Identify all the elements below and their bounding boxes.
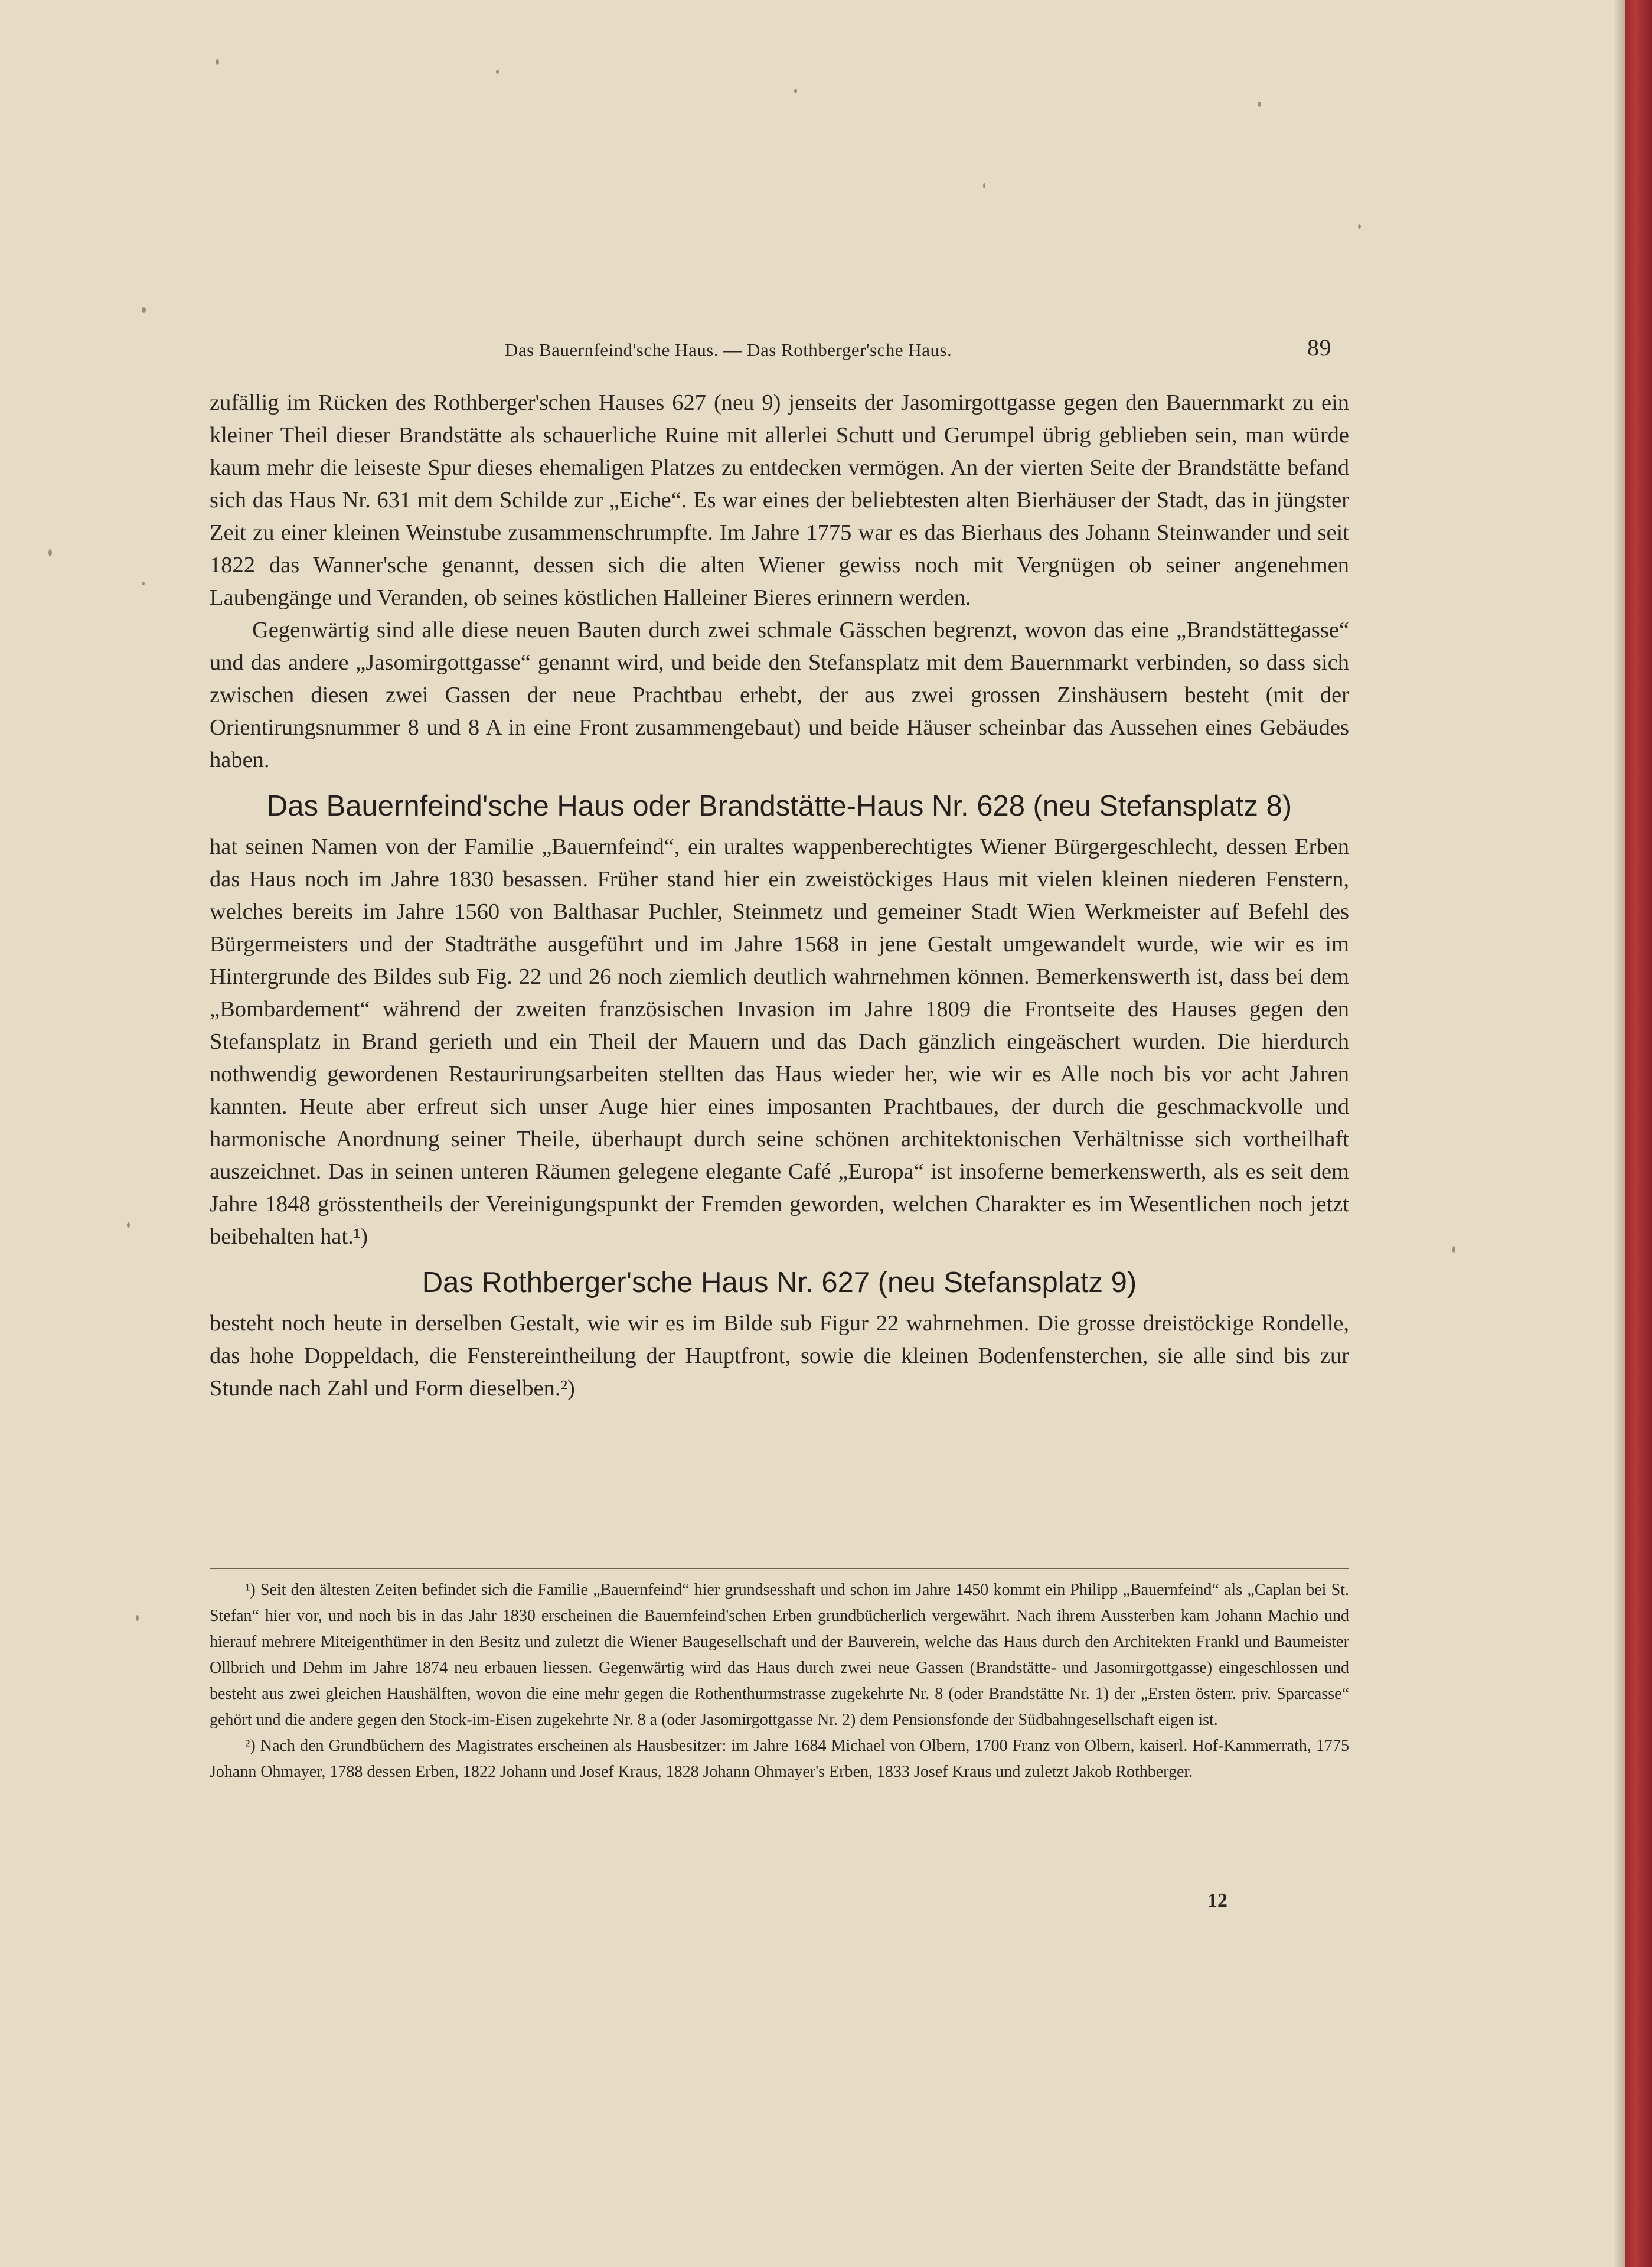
paper-speck	[142, 307, 146, 313]
footnotes	[210, 1568, 1349, 1785]
paper-speck	[48, 549, 52, 556]
signature-mark: 12	[1207, 1890, 1227, 1912]
paragraph-rothberger-haus: besteht noch heute in derselben Gestalt, wie wir es im Bilde sub Figur 22 wahrnehmen. Die grosse dreistöckige Rondelle, das hohe Doppeldach, die Fenstereintheilung der Hauptfront, sowie die kleinen Bodenfensterchen, sie alle sind bis zur Stunde nach Zahl und Form dieselben.²)	[210, 1311, 1349, 1401]
paper-speck	[216, 59, 219, 65]
paper-speck	[496, 70, 499, 74]
paper-speck	[127, 1222, 130, 1228]
paper-speck	[1452, 1246, 1455, 1253]
paper-speck	[1258, 102, 1261, 107]
paper-speck	[1358, 224, 1361, 229]
paper-speck	[794, 89, 797, 93]
binding-shadow	[1613, 0, 1625, 2267]
footnote-1: ¹) Seit den ältesten Zeiten befindet sich die Familie „Bauernfeind“ hier grundsesshaft und schon im Jahre 1450 kommt ein Philipp „Bauernfeind“ als „Caplan bei St. Stefan“ hier vor, und noch bis in das Jahr 1830 erscheinen die Bauernfeind'schen Erben grundbücherlich vergewährt. Nach ihrem Aussterben kam Johann Machio und hierauf mehrere Miteigenthümer in den Besitz und zuletzt die Wiener Baugesellschaft und der Bauverein, welche das Haus durch den Architekten Frankl und Baumeister Ollbrich und Dehm im Jahre 1874 neu erbauen liessen. Gegenwärtig wird das Haus durch zwei neue Gassen (Brandstätte- und Jasomirgottgasse) eingeschlossen und besteht aus zwei gleichen Haushälften, wovon die eine mehr gegen die Rothenthurmstrasse zugekehrte Nr. 8 (oder Brandstätte Nr. 1) der „Ersten österr. priv. Sparcasse“ gehört und die andere gegen den Stock-im-Eisen zugekehrte Nr. 8 a (oder Jasomirgottgasse Nr. 2) dem Pensionsfonde der Südbahngesellschaft eigen ist.	[210, 1581, 1349, 1729]
paragraph-gegenwaertig: Gegenwärtig sind alle diese neuen Bauten durch zwei schmale Gässchen begrenzt, wovon das eine „Brandstättegasse“ und das andere „Jasomirgottgasse“ genannt wird, und beide den Stefansplatz mit dem Bauernmarkt verbinden, so dass sich zwischen diesen zwei Gassen der neue Prachtbau erhebt, der aus zwei grossen Zinshäusern besteht (mit der Orientirungsnummer 8 und 8 A in eine Front zusammengebaut) und beide Häuser scheinbar das Aussehen eines Gebäudes haben.	[210, 618, 1349, 772]
page-number: 89	[1307, 334, 1331, 361]
paper-speck	[142, 582, 145, 585]
heading-rothberger-haus: Das Rothberger'sche Haus Nr. 627 (neu Stefansplatz 9)	[422, 1267, 1137, 1299]
footnote-2: ²) Nach den Grundbüchern des Magistrates erscheinen als Hausbesitzer: im Jahre 1684 Michael von Olbern, 1700 Franz von Olbern, kaiserl. Hof-Kammerrath, 1775 Johann Ohmayer, 1788 dessen Erben, 1822 Johann und Josef Kraus, 1828 Johann Ohmayer's Erben, 1833 Josef Kraus und zuletzt Jakob Rothberger.	[210, 1737, 1349, 1781]
paragraph-bauernfeind-haus: hat seinen Namen von der Familie „Bauernfeind“, ein uraltes wappenberechtigtes Wiener Bürgergeschlecht, dessen Erben das Haus noch im Jahre 1830 besassen. Früher stand hier ein zweistöckiges Haus mit vielen kleinen niederen Fenstern, welches bereits im Jahre 1560 von Balthasar Puchler, Steinmetz und gemeiner Stadt Wien Werkmeister auf Befehl des Bürgermeisters und der Stadträthe ausgeführt und im Jahre 1568 in jene Gestalt umgewandelt wurde, wie wir es im Hintergrunde des Bildes sub Fig. 22 und 26 noch ziemlich deutlich wahrnehmen können. Bemerkenswerth ist, dass bei dem „Bombardement“ während der zweiten französischen Invasion im Jahre 1809 die Frontseite des Hauses gegen den Stefansplatz in Brand gerieth und ein Theil der Mauern und das Dach gänzlich eingeäschert wurden. Die hierdurch nothwendig gewordenen Restaurirungsarbeiten stellten das Haus wieder her, wie wir es Alle noch bis vor acht Jahren kannten. Heute aber erfreut sich unser Auge hier eines imposanten Prachtbaues, der durch die geschmackvolle und harmonische Anordnung seiner Theile, überhaupt durch seine schönen architektonischen Verhältnisse sich vortheilhaft auszeichnet. Das in seinen unteren Räumen gelegene elegante Café „Europa“ ist insoferne bemerkenswerth, als es seit dem Jahre 1848 grösstentheils der Vereinigungspunkt der Fremden geworden, welchen Charakter es im Wesentlichen noch jetzt beibehalten hat.¹)	[210, 834, 1349, 1249]
red-book-binding-edge	[1625, 0, 1652, 2267]
paragraph-continuation: zufällig im Rücken des Rothberger'schen Hauses 627 (neu 9) jenseits der Jasomirgottgasse gegen den Bauernmarkt zu ein kleiner Theil dieser Brandstätte als schauerliche Ruine mit allerlei Schutt und Gerumpel übrig geblieben sein, man würde kaum mehr die leiseste Spur dieses ehemaligen Platzes zu entdecken vermögen. An der vierten Seite der Brandstätte befand sich das Haus Nr. 631 mit dem Schilde zur „Eiche“. Es war eines der beliebtesten alten Bierhäuser der Stadt, das in jüngster Zeit zu einer kleinen Weinstube zusammenschrumpfte. Im Jahre 1775 war es das Bierhaus des Johann Steinwander und seit 1822 das Wanner'sche genannt, dessen sich die alten Wiener gewiss noch mit Vergnügen ob seiner angenehmen Laubengänge und Veranden, ob seines köstlichen Halleiner Bieres erinnern werden.	[210, 390, 1349, 610]
main-text	[210, 387, 1349, 1405]
running-header	[210, 334, 1331, 369]
paper-speck	[983, 183, 985, 188]
paper-speck	[136, 1615, 139, 1621]
running-title: Das Bauernfeind'sche Haus. — Das Rothberger'sche Haus.	[505, 340, 952, 360]
heading-bauernfeind-haus: Das Bauernfeind'sche Haus oder Brandstätte-Haus Nr. 628 (neu Stefansplatz 8)	[266, 790, 1292, 822]
